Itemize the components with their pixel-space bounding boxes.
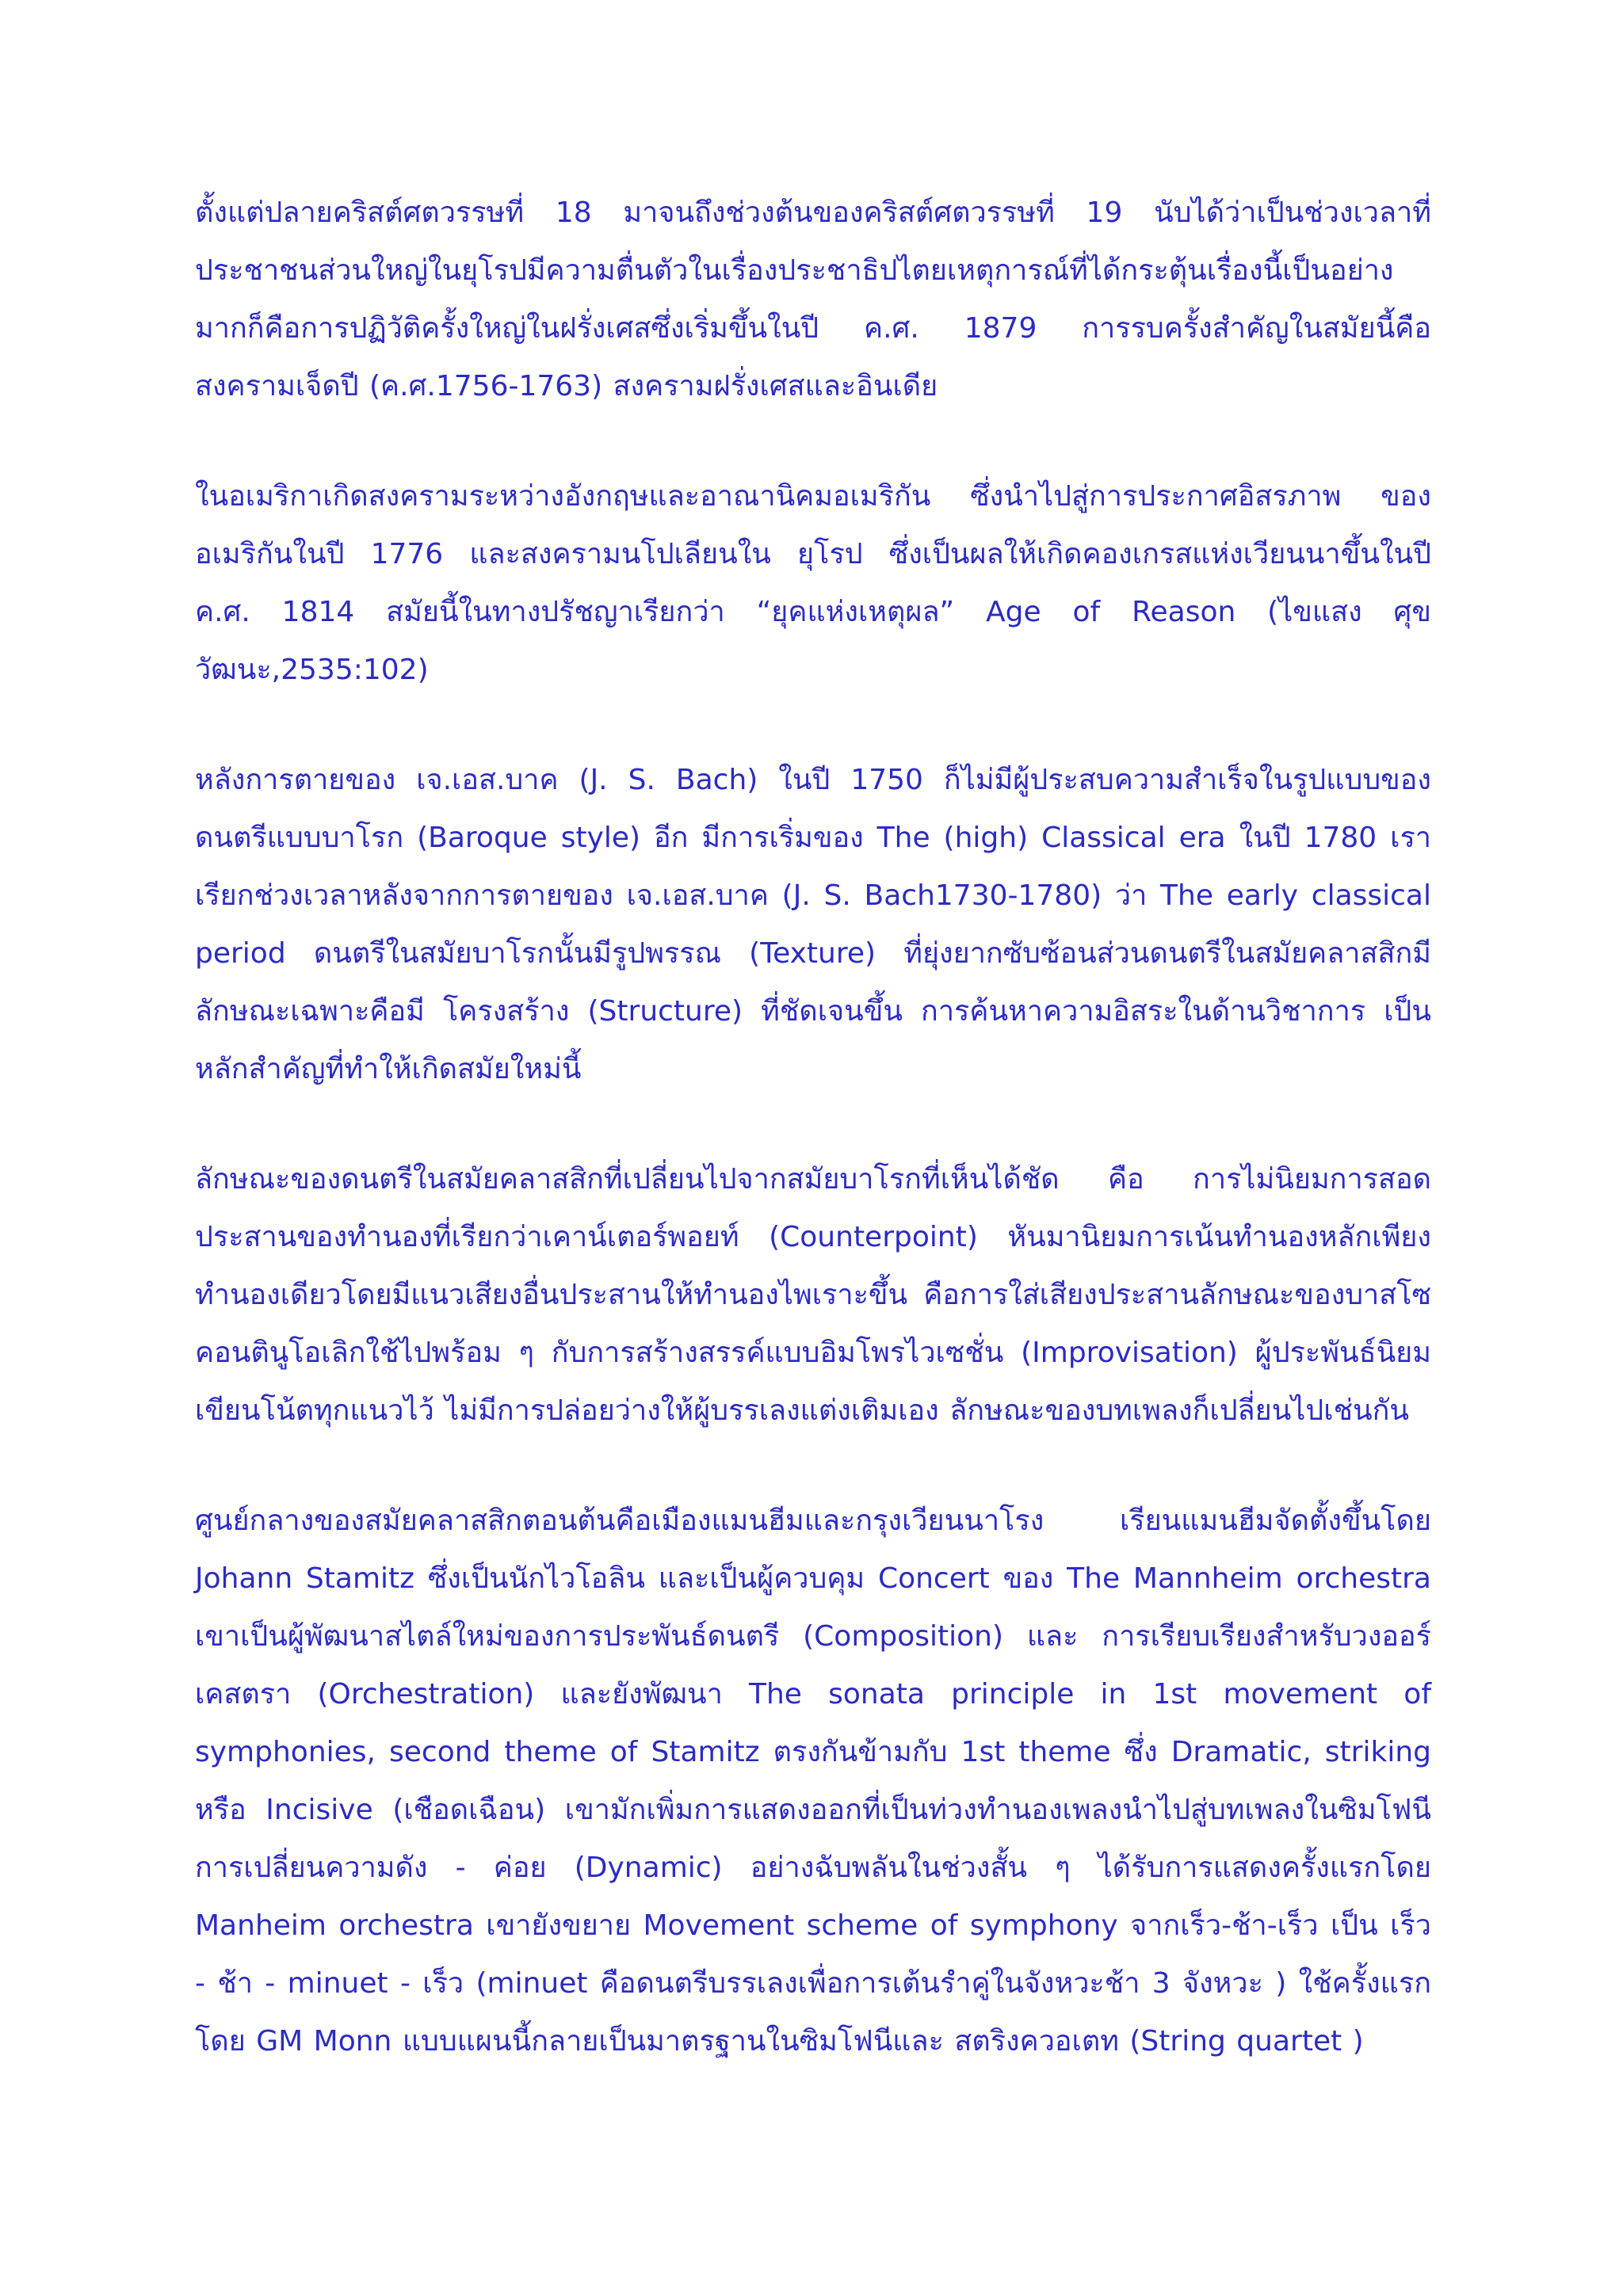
paragraph-3: หลังการตายของ เจ.เอส.บาค (J. S. Bach) ในปี 1750 ก็ไม่มีผู้ประสบความสำเร็จในรูปแบบของดนตรีแบบบาโรก (Baroque style) อีก มีการเริ่มของ The (high) Classical era ในปี 1780 เราเรียกช่วงเวลาหลังจากการตายของ เจ.เอส.บาค (J. S. Bach1730-1780) ว่า The early classical period ดนตรีในสมัยบาโรกนั้นมีรูปพรรณ (Texture) ที่ยุ่งยากซับซ้อนส่วนดนตรีในสมัยคลาสสิกมีลักษณะเฉพาะคือมี โครงสร้าง (Structure) ที่ชัดเจนขึ้น การค้นหาความอิสระในด้านวิชาการ เป็นหลักสำคัญที่ทำให้เกิดสมัยใหม่นี้ [195, 764, 1431, 1085]
paragraph-1: ตั้งแต่ปลายคริสต์ศตวรรษที่ 18 มาจนถึงช่วงต้นของคริสต์ศตวรรษที่ 19 นับได้ว่าเป็นช่วงเวลาที่ประชาชนส่วนใหญ่ในยุโรปมีความตื่นตัวในเรื่องประชาธิปไตยเหตุการณ์ที่ได้กระตุ้นเรื่องนี้เป็นอย่างมากก็คือการปฏิวัติครั้งใหญ่ในฝรั่งเศสซึ่งเริ่มขึ้นในปี ค.ศ. 1879 การรบครั้งสำคัญในสมัยนี้คือ สงครามเจ็ดปี (ค.ศ.1756-1763) สงครามฝรั่งเศสและอินเดีย [195, 196, 1431, 402]
paragraph-2: ในอเมริกาเกิดสงครามระหว่างอังกฤษและอาณานิคมอเมริกัน ซึ่งนำไปสู่การประกาศอิสรภาพ ของอเมริกันในปี 1776 และสงครามนโปเลียนใน ยุโรป ซึ่งเป็นผลให้เกิดคองเกรสแห่งเวียนนาขึ้นในปี ค.ศ. 1814 สมัยนี้ในทางปรัชญาเรียกว่า “ยุคแห่งเหตุผล” Age of Reason (ไขแสง ศุขวัฒนะ,2535:102) [195, 480, 1431, 686]
paragraph-4: ลักษณะของดนตรีในสมัยคลาสสิกที่เปลี่ยนไปจากสมัยบาโรกที่เห็นได้ชัด คือ การไม่นิยมการสอดประสานของทำนองที่เรียกว่าเคาน์เตอร์พอยท์ (Counterpoint) หันมานิยมการเน้นทำนองหลักเพียงทำนองเดียวโดยมีแนวเสียงอื่นประสานให้ทำนองไพเราะขึ้น คือการใส่เสียงประสานลักษณะของบาสโซ คอนตินูโอเลิกใช้ไปพร้อม ๆ กับการสร้างสรรค์แบบอิมโพรไวเซชั่น (Improvisation) ผู้ประพันธ์นิยมเขียนโน้ตทุกแนวไว้ ไม่มีการปล่อยว่างให้ผู้บรรเลงแต่งเติมเอง ลักษณะของบทเพลงก็เปลี่ยนไปเช่นกัน [195, 1163, 1431, 1427]
paragraph-5: ศูนย์กลางของสมัยคลาสสิกตอนต้นคือเมืองแมนฮีมและกรุงเวียนนาโรง เรียนแมนฮีมจัดตั้งขึ้นโดย Johann Stamitz ซึ่งเป็นนักไวโอลิน และเป็นผู้ควบคุม Concert ของ The Mannheim orchestra เขาเป็นผู้พัฒนาสไตล์ใหม่ของการประพันธ์ดนตรี (Composition) และ การเรียบเรียงสำหรับวงออร์เคสตรา (Orchestration) และยังพัฒนา The sonata principle in 1st movement of symphonies, second theme of Stamitz ตรงกันข้ามกับ 1st theme ซึ่ง Dramatic, striking หรือ Incisive (เชือดเฉือน) เขามักเพิ่มการแสดงออกที่เป็นท่วงทำนองเพลงนำไปสู่บทเพลงในซิมโฟนี การเปลี่ยนความดัง - ค่อย (Dynamic) อย่างฉับพลันในช่วงสั้น ๆ ได้รับการแสดงครั้งแรกโดย Manheim orchestra เขายังขยาย Movement scheme of symphony จากเร็ว-ช้า-เร็ว เป็น เร็ว - ช้า - minuet - เร็ว (minuet คือดนตรีบรรเลงเพื่อการเต้นรำคู่ในจังหวะช้า 3 จังหวะ ) ใช้ครั้งแรกโดย GM Monn แบบแผนนี้กลายเป็นมาตรฐานในซิมโฟนีและ สตริงควอเตท (String quartet ) [195, 1505, 1431, 2058]
document-body [195, 184, 1431, 2070]
